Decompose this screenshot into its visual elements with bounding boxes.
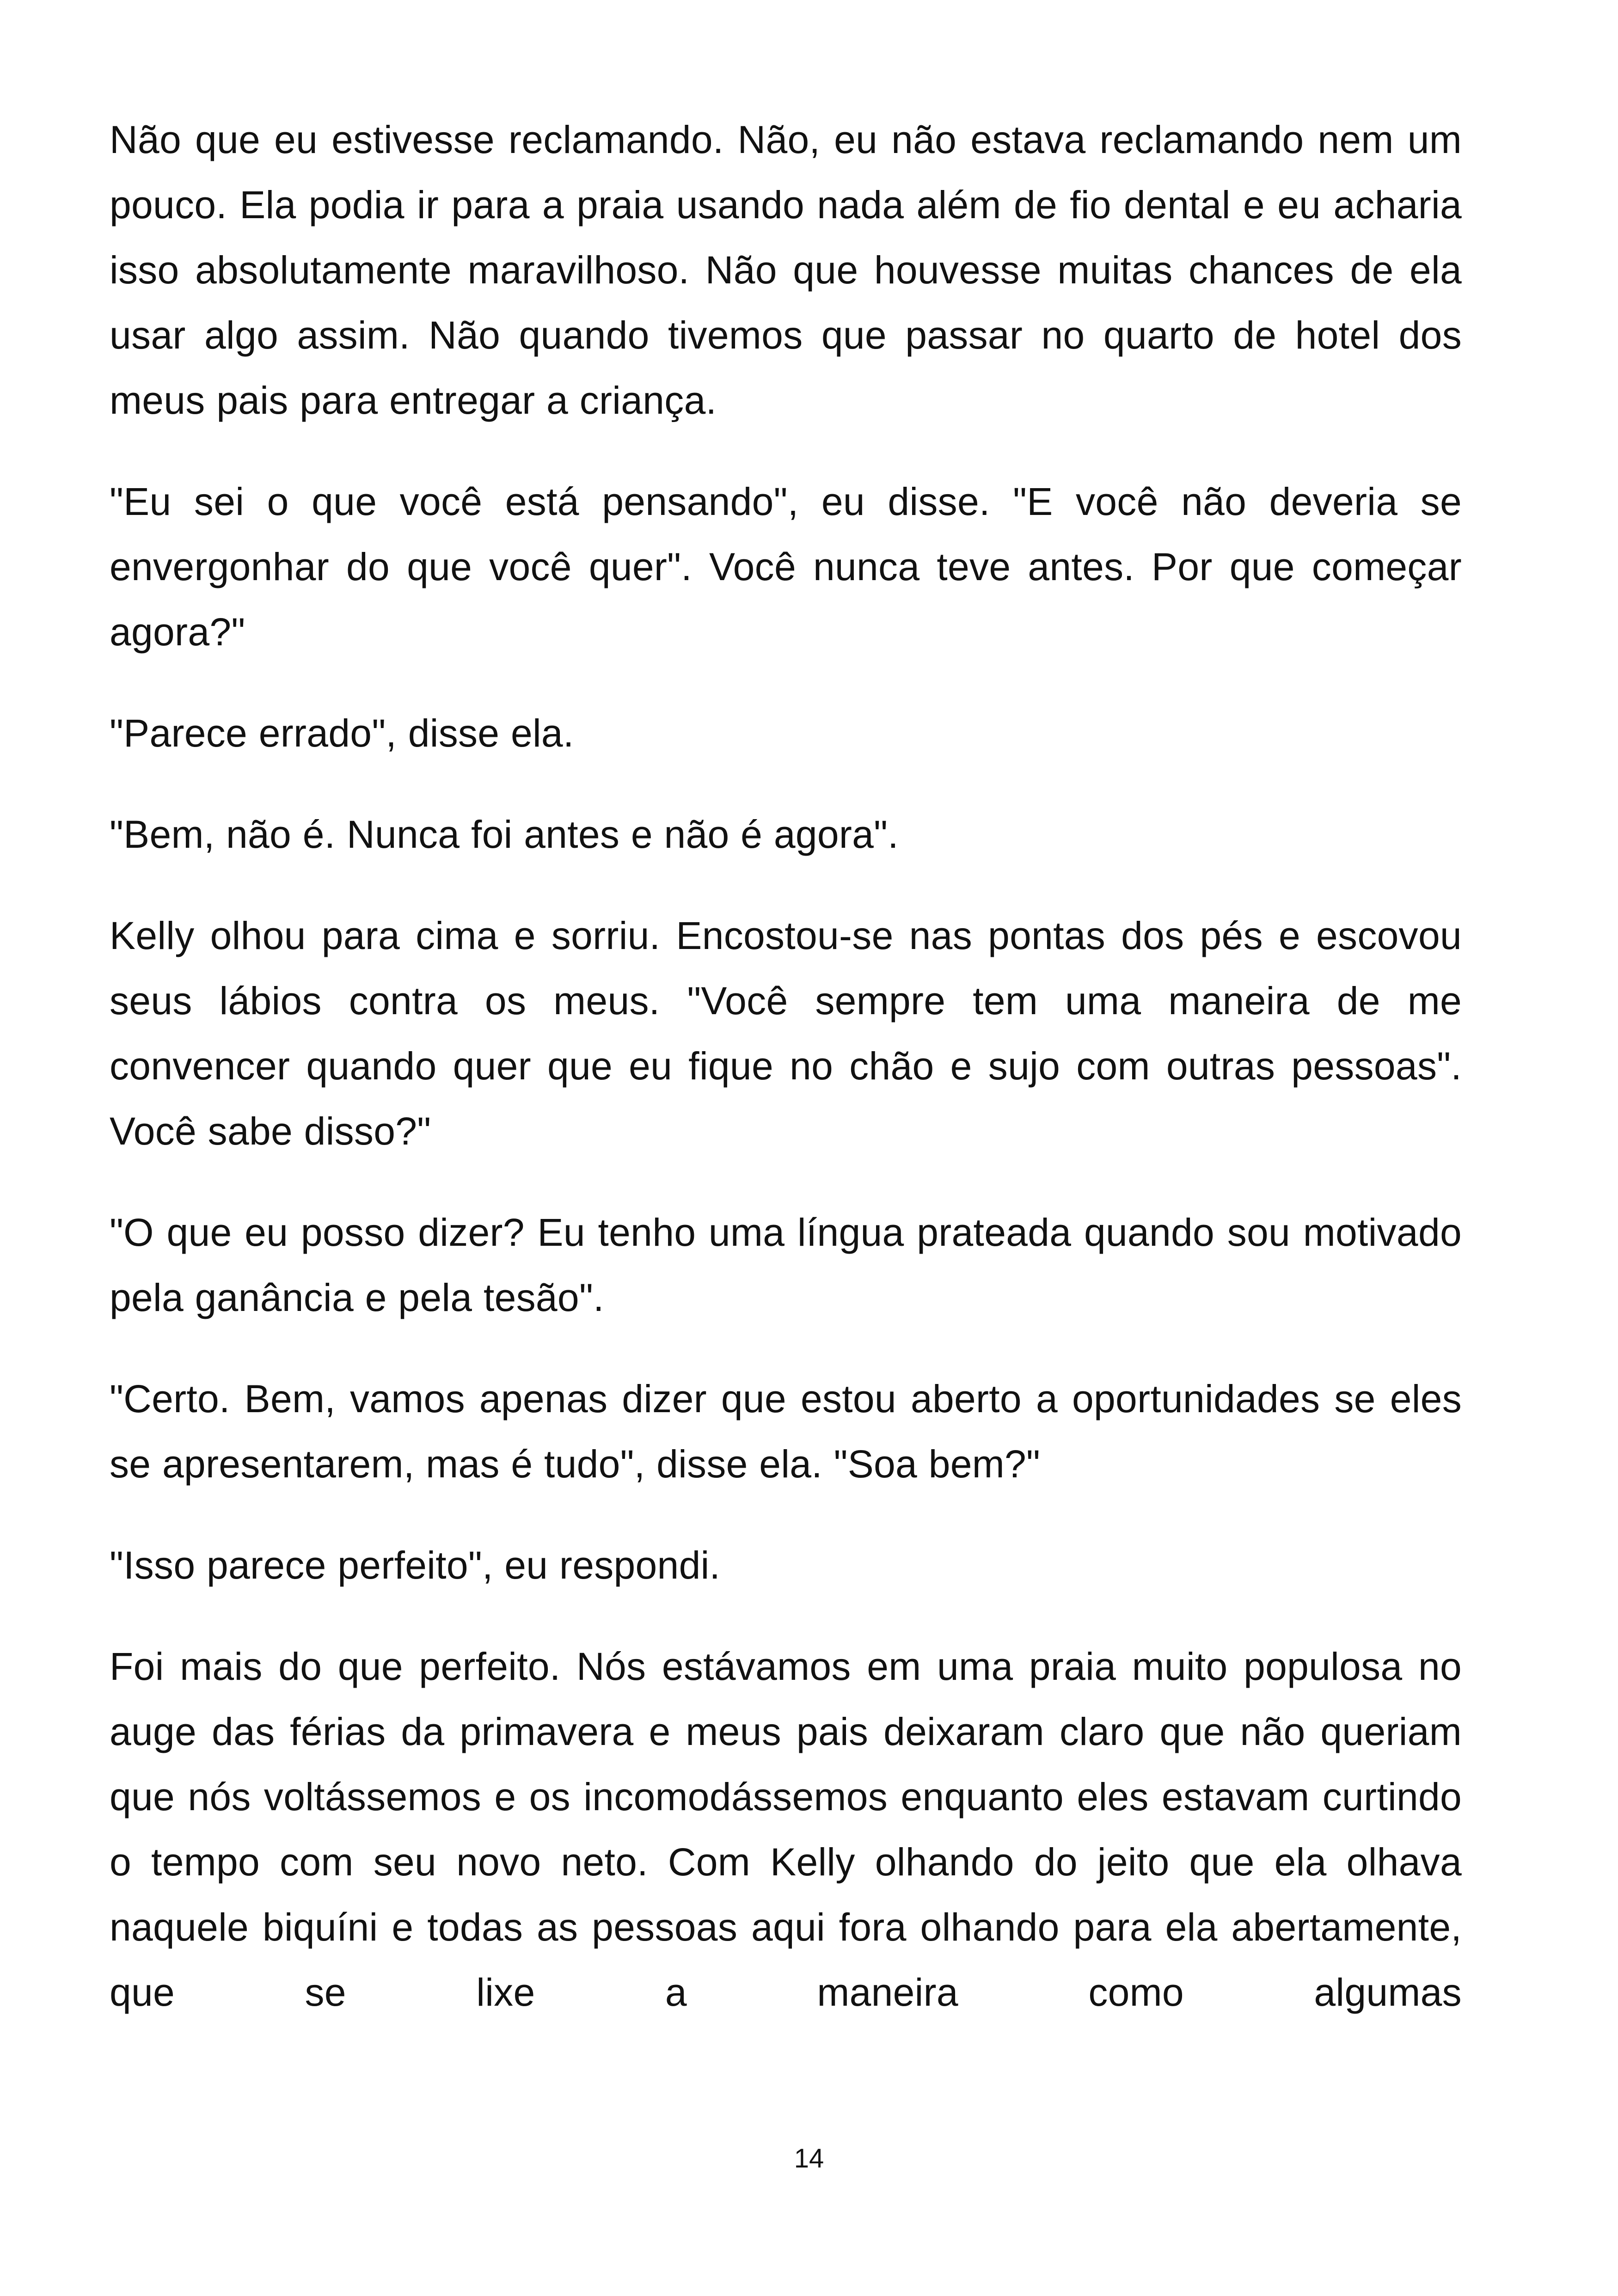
body-text xyxy=(110,107,1462,2025)
paragraph-6: "O que eu posso dizer? Eu tenho uma língua prateada quando sou motivado pela ganância e pela tesão". xyxy=(110,1211,1462,1319)
paragraph-2: "Eu sei o que você está pensando", eu disse. "E você não deveria se envergonhar do que você quer". Você nunca teve antes. Por que começar agora?" xyxy=(110,480,1462,654)
page-number: 14 xyxy=(794,2143,824,2174)
paragraph-9: Foi mais do que perfeito. Nós estávamos em uma praia muito populosa no auge das férias da primavera e meus pais deixaram claro que não queriam que nós voltássemos e os incomodássemos enquanto eles estavam curtindo o tempo com seu novo neto. Com Kelly olhando do jeito que ela olhava naquele biquíni e todas as pessoas aqui fora olhando para ela abertamente, que se lixe a maneira como algumas xyxy=(110,1645,1462,2014)
paragraph-1: Não que eu estivesse reclamando. Não, eu não estava reclamando nem um pouco. Ela podia ir para a praia usando nada além de fio dental e eu acharia isso absolutamente maravilhoso. Não que houvesse muitas chances de ela usar algo assim. Não quando tivemos que passar no quarto de hotel dos meus pais para entregar a criança. xyxy=(110,118,1462,422)
paragraph-8: "Isso parece perfeito", eu respondi. xyxy=(110,1543,721,1587)
paragraph-4: "Bem, não é. Nunca foi antes e não é agora". xyxy=(110,813,899,856)
paragraph-5: Kelly olhou para cima e sorriu. Encostou-se nas pontas dos pés e escovou seus lábios contra os meus. "Você sempre tem uma maneira de me convencer quando quer que eu fique no chão e sujo com outras pessoas". Você sabe disso?" xyxy=(110,914,1462,1153)
paragraph-7: "Certo. Bem, vamos apenas dizer que estou aberto a oportunidades se eles se apresentarem, mas é tudo", disse ela. "Soa bem?" xyxy=(110,1377,1462,1486)
paragraph-3: "Parece errado", disse ela. xyxy=(110,711,574,755)
